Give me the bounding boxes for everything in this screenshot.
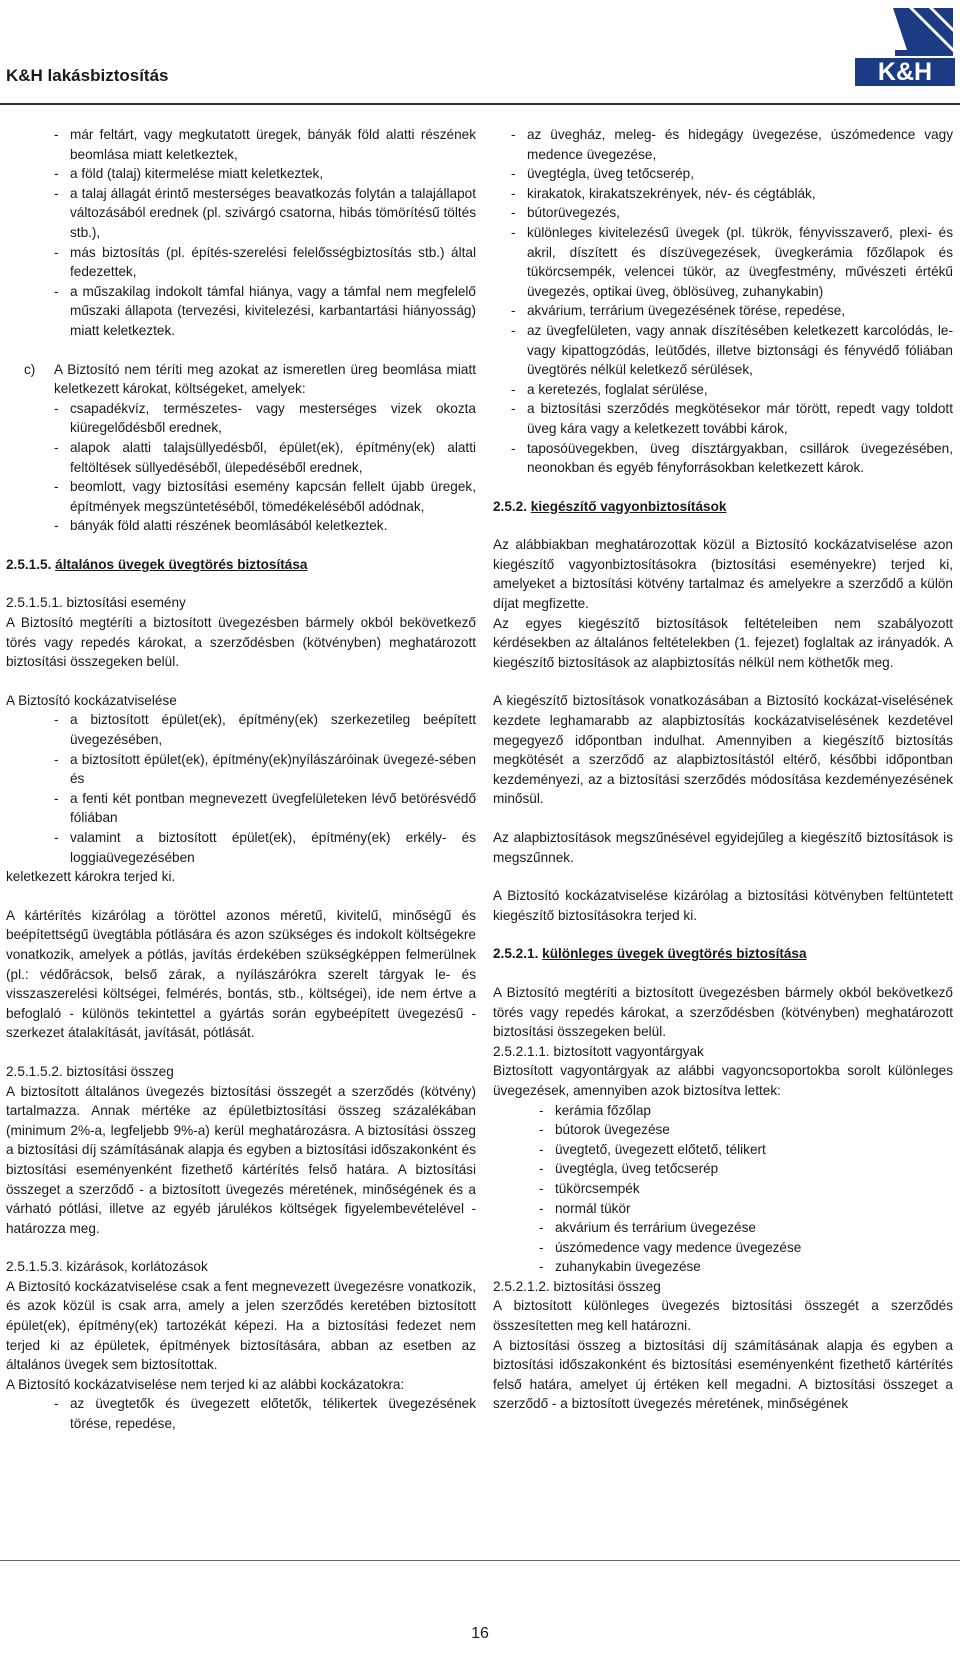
subsection-title: 2.5.2.1.1. biztosított vagyontárgyak	[493, 1043, 704, 1059]
list-item: - üvegtégla, üveg tetőcserép,	[511, 164, 953, 184]
section-title: kiegészítő vagyonbiztosítások	[530, 498, 727, 514]
list-item: - különleges kivitelezésű üvegek (pl. tükrök, fényvisszaverő, plexi- és akril, díszített és díszüvegezések, üvegkerámia főzőlapok és tükörcsempék, velencei tükör, az üvegfestmény, művészeti értékű üvegezés, optikai üveg, öblösüveg, zuhanykabin)	[511, 223, 953, 301]
list-item: - az üvegtetők és üvegezett előtetők, télikertek üvegezésének törése, repedése,	[54, 1394, 476, 1433]
section-number: 2.5.1.5.	[6, 556, 52, 572]
list-item: - üvegtető, üvegezett előtető, télikert	[539, 1140, 953, 1160]
paragraph: A kártérítés kizárólag a töröttel azonos méretű, kivitelű, minőségű és beépítettségű üvegtábla pótlására és azon szükséges és indokolt költségekre vonatkozik, amelyek a pótlás, javítás érdekében szükségképpen felmerülnek (pl.: védőrácsok, belső zárak, a nyílászárókra szerelt tárgyak le- és visszaszerelési költségei, felmérés, bontás, stb., költségei), ide nem értve a befoglaló - különös tekintettel a gyártás során egybeépített üvegezésű - szerkezet átalakítását, javítását, pótlását.	[6, 907, 476, 1041]
paragraph: keletkezett károkra terjed ki.	[6, 869, 176, 885]
logo-text: K&H	[877, 58, 933, 86]
list-item: - úszómedence vagy medence üvegezése	[539, 1238, 953, 1258]
list-item: - normál tükör	[539, 1199, 953, 1219]
section-heading	[6, 555, 476, 575]
list-item: - alapok alatti talajsüllyedésből, épület(ek), építmény(ek) alatti feltöltések süllyedéséből, ülepedéséből erednek,	[54, 438, 476, 477]
paragraph: A Biztosító kockázatviselése kizárólag a biztosítási kötvényben feltüntetett kiegészítő biztosításokra terjed ki.	[493, 888, 953, 923]
paragraph: A Biztosító kockázatviselése csak a fent megnevezett üvegezésre vonatkozik, és azok közül is csak arra, amely a jelen szerződés keretében biztosított épület(ek), építmény(ek) tartozékát képezi. Ha a biztosítási fedezet nem terjed ki az épületek, építmények biztosítására, abban az esetben az általános üvegek sem biztosítottak.	[6, 1278, 476, 1373]
list-item: - bútorok üvegezése	[539, 1120, 953, 1140]
list-item: - valamint a biztosított épület(ek), építmény(ek) erkély- és loggiaüvegezésében	[54, 828, 476, 867]
special-glass-list	[493, 1101, 953, 1277]
exclusion-list	[6, 1394, 476, 1433]
subsection-title: 2.5.1.5.2. biztosítási összeg	[6, 1063, 174, 1079]
paragraph: A Biztosító kockázatviselése nem terjed ki az alábbi kockázatokra:	[6, 1376, 405, 1392]
paragraph: Az egyes kiegészítő biztosítások feltételeiben nem szabályozott kérdésekben az általános feltételekben (1. fejezet) foglaltak az irányadók. A kiegészítő biztosítások az alapbiztosítás nélkül nem köthetők meg.	[493, 615, 953, 670]
list-item: - már feltárt, vagy megkutatott üregek, bányák föld alatti részének beomlása miatt keletkeztek,	[54, 125, 476, 164]
list-item: - zuhanykabin üvegezése	[539, 1257, 953, 1277]
left-column	[6, 125, 476, 1434]
footer-divider	[0, 1560, 960, 1561]
list-item: - kerámia főzőlap	[539, 1101, 953, 1121]
page-number: 16	[471, 1625, 489, 1642]
paragraph: A biztosítási összeg a biztosítási díj számításának alapja és egyben a biztosítási időszakonként és biztosítási eseményenként fizethető kártérítés felső határa, amelyet új értéken kell megadni. A biztosítási összeget a szerződő - a biztosított üvegezés méretének, minőségének	[493, 1337, 953, 1412]
exclusion-list-continued	[493, 125, 953, 478]
list-item: - az üvegház, meleg- és hidegágy üvegezése, úszómedence vagy medence üvegezése,	[511, 125, 953, 164]
list-item: - más biztosítás (pl. építés-szerelési felelősségbiztosítás stb.) által fedezettek,	[54, 243, 476, 282]
paragraph: A biztosított általános üvegezés biztosítási összegét a szerződés (kötvény) tartalmazza. Annak mértéke az épületbiztosítási összeg százalékában (minimum 2%-a, legfeljebb 9%-a) kerül meghatározásra. A biztosítási összeg a biztosítási díj számításának alapja és egyben a biztosítási időszakonként és biztosítási eseményenként fizethető kártérítés felső határa. A biztosítási összeget a szerződő - a biztosított üvegezés méretének, minőségének és a várható pótlási, illetve az egyéb járulékos költségek figyelembevételével - határozza meg.	[6, 1083, 476, 1236]
risk-list	[6, 710, 476, 867]
subsection-title: 2.5.1.5.1. biztosítási esemény	[6, 595, 186, 611]
list-item: - a keretezés, foglalat sérülése,	[511, 380, 953, 400]
list-item: - a biztosított épület(ek), építmény(ek) szerkezetileg beépített üvegezésében,	[54, 710, 476, 749]
list-item: - a műszakilag indokolt támfal hiánya, vagy a támfal nem megfelelő műszaki állapota (tervezési, kivitelezési, karbantartási hiányosság) miatt keletkeztek.	[54, 282, 476, 341]
subsection-number: 2.5.2.1.	[493, 946, 539, 962]
paragraph: A kiegészítő biztosítások vonatkozásában a Biztosító kockázat-viselésének kezdete leghamarabb az alapbiztosítás kockázatviselésének kezdetével megegyező időpontban indulhat. Amennyiben a kiegészítő biztosítás megkötését a szerződő az alapbiztosítástól eltérő, későbbi időpontban kezdeményezi, az a biztosítási szerződés módosítása kezdeményezésének minősül.	[493, 693, 953, 807]
paragraph: A Biztosító megtéríti a biztosított üvegezésben bármely okból bekövetkező törés vagy repedés károkat, a szerződésben (kötvényben) meghatározott biztosítási összegeken belül.	[493, 984, 953, 1040]
list-item: - taposóüvegekben, üveg dísztárgyakban, csillárok üvegezésében, neonokban és egyéb fényforrásokban keletkezett károk.	[511, 439, 953, 478]
section-title: általános üvegek üvegtörés biztosítása	[55, 556, 308, 572]
kh-logo	[855, 6, 955, 88]
document-title: K&H lakásbiztosítás	[6, 66, 169, 85]
header-divider	[0, 103, 960, 105]
list-item: - bútorüvegezés,	[511, 203, 953, 223]
list-item: - bányák föld alatti részének beomlásából keletkeztek.	[54, 516, 476, 536]
paragraph: Biztosított vagyontárgyak az alábbi vagyoncsoportokba sorolt különleges üvegezések, amennyiben azok biztosítva lettek:	[493, 1063, 953, 1098]
list-item: - a biztosított épület(ek), építmény(ek)nyílászáróinak üvegezé-sében és	[54, 750, 476, 789]
paragraph: A Biztosító kockázatviselése	[6, 692, 177, 708]
paragraph: A biztosított különleges üvegezés biztosítási összegét a szerződés összesítetten meg kell határozni.	[493, 1298, 953, 1334]
clause-c-list	[38, 399, 476, 536]
paragraph: A Biztosító megtéríti a biztosított üvegezésben bármely okból bekövetkező törés vagy repedés károkat, a szerződésben (kötvényben) meghatározott biztosítási összegeken belül.	[6, 615, 476, 670]
list-item: - akvárium, terrárium üvegezésének törése, repedése,	[511, 301, 953, 321]
paragraph: Az alapbiztosítások megszűnésével egyidejűleg a kiegészítő biztosítások is megszűnnek.	[493, 830, 953, 865]
list-item: - kirakatok, kirakatszekrények, név- és cégtáblák,	[511, 184, 953, 204]
list-item: - a talaj állagát érintő mesterséges beavatkozás folytán a talajállapot változásából erednek (pl. szivárgó csatorna, hibás tömörítésű töltés stb.),	[54, 184, 476, 243]
clause-c-label: c)	[24, 361, 36, 377]
list-item: - a biztosítási szerződés megkötésekor már törött, repedt vagy toldott üveg kára vagy a keletkezett további károk,	[511, 399, 953, 438]
intro-list	[6, 125, 476, 341]
subsection-title: különleges üvegek üvegtörés biztosítása	[542, 946, 807, 962]
subsection-heading	[493, 944, 953, 964]
subsection-title: 2.5.2.1.2. biztosítási összeg	[493, 1278, 661, 1294]
list-item: - csapadékvíz, természetes- vagy mesterséges vizek okozta kiüregelődésből erednek,	[54, 399, 476, 438]
list-item: - a föld (talaj) kitermelése miatt keletkeztek,	[54, 164, 476, 184]
right-column	[493, 125, 953, 1414]
list-item: - tükörcsempék	[539, 1179, 953, 1199]
paragraph: Az alábbiakban meghatározottak közül a Biztosító kockázatviselése azon kiegészítő vagyonbiztosításokra (biztosítási eseményekre) terjed ki, amelyeket a biztosítási kötvény tartalmaz és amelyekre a szerződő a külön díjat megfizette.	[493, 537, 953, 612]
list-item: - beomlott, vagy biztosítási esemény kapcsán fellelt újabb üregek, építmények megszüntetéséből, tömedékeléséből adódnak,	[54, 477, 476, 516]
list-item: - az üvegfelületen, vagy annak díszítésében keletkezett karcolódás, le- vagy kipattogzódás, leütődés, illetve biztonsági és fényvédő fóliában üvegtörés nélkül keletkező sérülések,	[511, 321, 953, 380]
list-item: - akvárium és terrárium üvegezése	[539, 1218, 953, 1238]
list-item: - üvegtégla, üveg tetőcserép	[539, 1159, 953, 1179]
section-heading	[493, 497, 953, 517]
clause-c-text: A Biztosító nem téríti meg azokat az ismeretlen üreg beomlása miatt keletkezett károkat, költségeket, amelyek:	[54, 361, 476, 397]
clause-c	[6, 360, 476, 536]
list-item: - a fenti két pontban megnevezett üvegfelületeken lévő betörésvédő fóliában	[54, 789, 476, 828]
section-number: 2.5.2.	[493, 498, 528, 514]
subsection-title: 2.5.1.5.3. kizárások, korlátozások	[6, 1259, 208, 1275]
